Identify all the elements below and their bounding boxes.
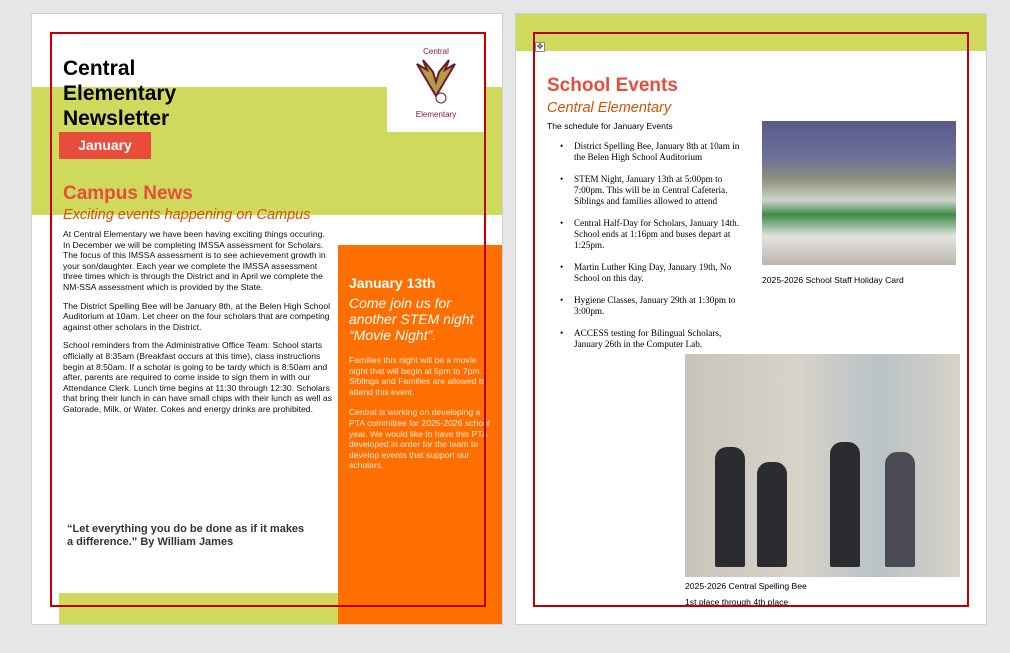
- sidebar-headline: Come join us for another STEM night “Movie Night”.: [349, 295, 474, 343]
- sidebar-paragraph: Families this night will be a movie night that will begin at 5pm to 7pm. Siblings and Families are allowed to attend this event.: [349, 355, 487, 397]
- school-logo: [387, 41, 485, 132]
- list-item: • ACCESS testing for Bilingual Scholars, January 26th in the Computer Lab.: [556, 328, 746, 350]
- quote: “Let everything you do be done as if it makes a difference.” By William James: [67, 523, 305, 548]
- events-intro: The schedule for January Events: [547, 121, 673, 131]
- green-top-band: [516, 14, 987, 51]
- month-button[interactable]: January: [59, 132, 151, 159]
- logo-bottom-text: Elementary: [415, 110, 457, 119]
- article-body: [63, 229, 333, 423]
- paragraph: School reminders from the Administrative Office Team: School starts officially at 8:35am (Breakfast occurs at this time), class instructions begin at 8:50am. If a scholar is going to be tardy which is 8:50am and after, parents are required to come inside to sign them in with our Attendance Clerk. Lunch time begins at 11:30 through 12:30. Scholars that bring their lunch in can have small chips with their lunch as well as Gatorade, Milk, or Water. Cokes and energy drinks are prohibited.: [63, 340, 332, 414]
- section-subtitle: Exciting events happening on Campus: [63, 207, 311, 223]
- move-handle-icon[interactable]: ✥: [536, 42, 544, 51]
- newsletter-title: Central Elementary Newsletter: [63, 57, 177, 130]
- list-item: • STEM Night, January 13th at 5:00pm to 7:00pm. This will be in Central Cafeteria. Siblings and families allowed to attend: [556, 174, 746, 207]
- paragraph: The District Spelling Bee will be January 8th, at the Belen High School Auditorium at 10am. Let cheer on the four scholars that are competing against other scholars in the District.: [63, 300, 331, 332]
- page-2: [515, 13, 987, 625]
- sidebar-paragraph: Central is working on developing a PTA committee for 2025-2026 school year. We would like to have this PTA developed in order for the team to develop events that support our scholars.: [349, 407, 490, 471]
- page-1: [31, 13, 503, 625]
- list-item: • District Spelling Bee, January 8th at 10am in the Belen High School Auditorium: [556, 141, 746, 163]
- sidebar-date: January 13th: [349, 275, 436, 291]
- green-footer-band: [59, 593, 338, 625]
- stem-night-sidebar: [338, 245, 503, 625]
- eagle-icon: [409, 56, 463, 108]
- section-title: Campus News: [63, 183, 193, 204]
- list-item: • Hygiene Classes, January 29th at 1:30pm to 3:00pm.: [556, 295, 746, 317]
- caption: 1st place through 4th place: [685, 597, 789, 607]
- list-item: • Central Half-Day for Scholars, January 14th. School ends at 1:16pm and buses depart at 1:25pm.: [556, 218, 746, 251]
- caption: 2025-2026 Central Spelling Bee: [685, 581, 807, 591]
- staff-holiday-card-image: [762, 121, 956, 265]
- events-title: School Events: [547, 75, 678, 96]
- events-list: [556, 141, 746, 361]
- paragraph: At Central Elementary we have been having exciting things occuring. In December we will be completing IMSSA assessment for Scholars. The focus of this IMSSA assessment is to see achievement growth in your son/daughter. Each year we complete the IMSSA assessment three times which is through the District and in April we complete the NM-SSA assessment which is provided by the State.: [63, 229, 326, 292]
- list-item: • Martin Luther King Day, January 19th, No School on this day.: [556, 262, 746, 284]
- events-subtitle: Central Elementary: [547, 100, 672, 116]
- caption: 2025-2026 School Staff Holiday Card: [762, 275, 904, 285]
- spelling-bee-photo: [685, 354, 960, 577]
- logo-top-text: Central: [423, 47, 449, 56]
